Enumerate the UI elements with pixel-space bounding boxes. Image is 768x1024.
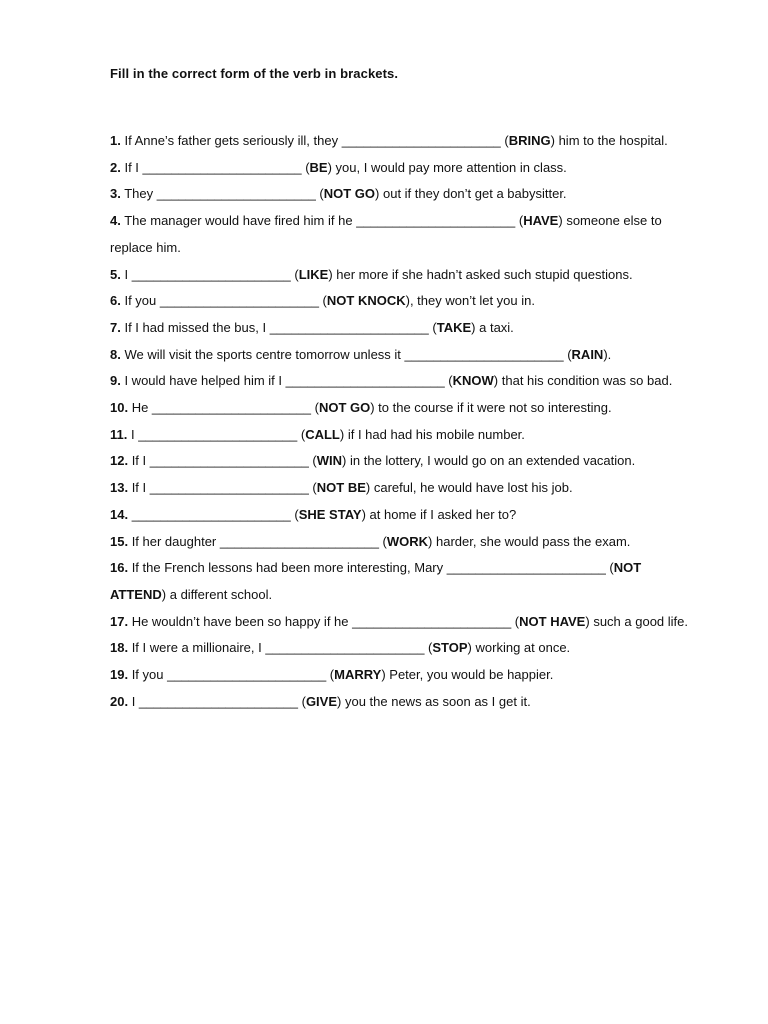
item-text-before: The manager would have fired him if he bbox=[120, 213, 357, 229]
item-number: 15. bbox=[110, 533, 129, 549]
item-number: 6. bbox=[110, 293, 121, 309]
item-text-after: such a good life. bbox=[589, 613, 688, 629]
exercise-item bbox=[110, 502, 700, 529]
verb-prompt: STOP bbox=[432, 640, 468, 656]
item-number: 2. bbox=[110, 159, 121, 175]
answer-blank: ______________________ bbox=[356, 213, 516, 229]
item-number: 1. bbox=[110, 133, 121, 148]
verb-prompt: NOT GO bbox=[318, 400, 371, 416]
item-number: 16. bbox=[110, 560, 129, 576]
item-text-after: working at once. bbox=[471, 640, 571, 656]
verb-prompt: TAKE bbox=[436, 319, 472, 335]
item-text-after: someone else to replace him. bbox=[110, 213, 662, 255]
item-text-after: if I had had his mobile number. bbox=[344, 426, 525, 442]
item-text-before: If you bbox=[128, 667, 168, 683]
item-text-before: I would have helped him if I bbox=[120, 373, 286, 389]
verb-prompt: NOT KNOCK bbox=[326, 293, 406, 309]
answer-blank: ______________________ bbox=[446, 560, 606, 576]
exercise-item bbox=[110, 422, 700, 449]
exercise-item bbox=[110, 395, 700, 422]
item-text-before: If her daughter bbox=[128, 533, 220, 549]
answer-blank: ______________________ bbox=[156, 186, 316, 202]
verb-bracket-open: ( bbox=[310, 400, 319, 416]
answer-blank: ______________________ bbox=[149, 480, 309, 496]
item-text-after: a different school. bbox=[166, 586, 273, 602]
item-number: 4. bbox=[110, 213, 121, 229]
answer-blank: ______________________ bbox=[131, 506, 291, 522]
exercise-item bbox=[110, 689, 700, 716]
item-number: 7. bbox=[110, 319, 121, 335]
answer-blank: ______________________ bbox=[151, 400, 311, 416]
item-number: 17. bbox=[110, 613, 129, 629]
item-text-before: I bbox=[120, 266, 132, 282]
item-number: 8. bbox=[110, 346, 121, 362]
verb-bracket-close: ) bbox=[585, 613, 590, 629]
item-text-after: that his condition was so bad. bbox=[498, 373, 673, 389]
exercise-item bbox=[110, 288, 700, 315]
exercise-item bbox=[110, 128, 700, 155]
exercise-list bbox=[110, 128, 700, 715]
verb-prompt: NOT GO bbox=[323, 186, 376, 202]
item-text-before: If Anne’s father gets seriously ill, they bbox=[120, 133, 342, 148]
verb-bracket-open: ( bbox=[444, 373, 453, 389]
verb-prompt: KNOW bbox=[452, 373, 494, 389]
item-number: 3. bbox=[110, 186, 121, 202]
answer-blank: ______________________ bbox=[341, 133, 501, 148]
answer-blank: ______________________ bbox=[131, 266, 291, 282]
exercise-item bbox=[110, 208, 700, 261]
exercise-item bbox=[110, 342, 700, 369]
verb-bracket-close: ) bbox=[375, 186, 380, 202]
verb-bracket-open: ( bbox=[290, 506, 299, 522]
verb-bracket-open: ( bbox=[308, 453, 317, 469]
item-number: 18. bbox=[110, 640, 129, 656]
item-text-after: in the lottery, I would go on an extended vacation. bbox=[346, 453, 636, 469]
verb-prompt: WORK bbox=[386, 533, 429, 549]
item-text-before: If I had missed the bus, I bbox=[120, 319, 270, 335]
verb-bracket-close: ) bbox=[471, 319, 476, 335]
verb-bracket-close: ) bbox=[405, 293, 410, 309]
item-number: 10. bbox=[110, 400, 129, 416]
verb-bracket-close: ) bbox=[328, 266, 333, 282]
verb-bracket-open: ( bbox=[326, 667, 335, 683]
verb-bracket-close: ) bbox=[365, 480, 371, 496]
item-text-before: If I were a millionaire, I bbox=[128, 640, 266, 656]
verb-bracket-open: ( bbox=[605, 560, 614, 576]
item-text-before: If I bbox=[128, 453, 150, 469]
item-text-after: her more if she hadn’t asked such stupid questions. bbox=[332, 266, 633, 282]
verb-bracket-close: ) bbox=[558, 213, 563, 229]
verb-prompt: HAVE bbox=[523, 213, 559, 229]
item-text-before: I bbox=[128, 693, 139, 709]
verb-bracket-open: ( bbox=[301, 159, 310, 175]
exercise-item bbox=[110, 635, 700, 662]
answer-blank: ______________________ bbox=[404, 346, 564, 362]
item-text-before: If the French lessons had been more interesting, Mary bbox=[128, 560, 447, 576]
item-number: 14. bbox=[110, 506, 129, 522]
answer-blank: ______________________ bbox=[159, 293, 319, 309]
verb-bracket-open: ( bbox=[563, 346, 572, 362]
verb-prompt: CALL bbox=[305, 426, 340, 442]
item-text-before: I bbox=[127, 426, 139, 442]
verb-bracket-open: ( bbox=[308, 480, 317, 496]
verb-bracket-close: ) bbox=[342, 453, 347, 469]
exercise-item bbox=[110, 555, 700, 608]
verb-bracket-close: ) bbox=[370, 400, 375, 416]
answer-blank: ______________________ bbox=[219, 533, 379, 549]
verb-bracket-open: ( bbox=[424, 640, 433, 656]
item-text-before: We will visit the sports centre tomorrow unless it bbox=[120, 346, 405, 362]
verb-bracket-close: ) bbox=[550, 133, 555, 148]
exercise-item bbox=[110, 368, 700, 395]
verb-bracket-open: ( bbox=[315, 186, 324, 202]
verb-bracket-open: ( bbox=[428, 319, 437, 335]
item-text-after: at home if I asked her to? bbox=[365, 506, 517, 522]
verb-prompt: GIVE bbox=[305, 693, 338, 709]
answer-blank: ______________________ bbox=[167, 667, 327, 683]
verb-prompt: NOT HAVE bbox=[519, 613, 586, 629]
verb-bracket-open: ( bbox=[297, 426, 306, 442]
item-text-after: you the news as soon as I get it. bbox=[341, 693, 531, 709]
item-text-after: you, I would pay more attention in class. bbox=[331, 159, 567, 175]
verb-bracket-close: ) bbox=[161, 586, 167, 602]
answer-blank: ______________________ bbox=[138, 426, 298, 442]
verb-bracket-close: ) bbox=[493, 373, 499, 389]
verb-prompt: BE bbox=[309, 159, 328, 175]
item-text-after: a taxi. bbox=[475, 319, 514, 335]
item-number: 11. bbox=[110, 426, 128, 442]
item-text-before: If I bbox=[128, 480, 150, 496]
verb-bracket-close: ) bbox=[381, 667, 386, 683]
exercise-item bbox=[110, 262, 700, 289]
exercise-item bbox=[110, 155, 700, 182]
answer-blank: ______________________ bbox=[138, 693, 298, 709]
item-number: 5. bbox=[110, 266, 121, 282]
item-text-after: . bbox=[607, 346, 612, 362]
verb-bracket-close: ) bbox=[327, 159, 332, 175]
verb-bracket-open: ( bbox=[500, 133, 509, 148]
verb-bracket-open: ( bbox=[297, 693, 306, 709]
exercise-item bbox=[110, 529, 700, 556]
verb-bracket-close: ) bbox=[337, 693, 342, 709]
verb-prompt: RAIN bbox=[571, 346, 604, 362]
item-text-after: harder, she would pass the exam. bbox=[432, 533, 631, 549]
verb-bracket-close: ) bbox=[428, 533, 433, 549]
verb-bracket-close: ) bbox=[339, 426, 345, 442]
item-text-before: If you bbox=[120, 293, 160, 309]
verb-prompt: BRING bbox=[508, 133, 551, 148]
item-text-after: to the course if it were not so interesting. bbox=[374, 400, 612, 416]
item-text-after: him to the hospital. bbox=[554, 133, 668, 148]
item-text-before: They bbox=[120, 186, 157, 202]
exercise-item bbox=[110, 662, 700, 689]
item-number: 12. bbox=[110, 453, 129, 469]
item-text-after: careful, he would have lost his job. bbox=[370, 480, 573, 496]
answer-blank: ______________________ bbox=[142, 159, 302, 175]
item-number: 9. bbox=[110, 373, 121, 389]
verb-bracket-open: ( bbox=[290, 266, 299, 282]
verb-prompt: SHE STAY bbox=[298, 506, 362, 522]
item-text-after: , they won’t let you in. bbox=[409, 293, 535, 309]
verb-prompt: NOT BE bbox=[316, 480, 366, 496]
verb-prompt: WIN bbox=[316, 453, 343, 469]
item-text-after: out if they don’t get a babysitter. bbox=[379, 186, 567, 202]
instructions-heading: Fill in the correct form of the verb in brackets. bbox=[110, 66, 399, 81]
item-number: 19. bbox=[110, 667, 129, 683]
exercise-item bbox=[110, 315, 700, 342]
verb-bracket-open: ( bbox=[378, 533, 387, 549]
verb-bracket-close: ) bbox=[603, 346, 608, 362]
verb-bracket-close: ) bbox=[467, 640, 472, 656]
answer-blank: ______________________ bbox=[269, 319, 429, 335]
verb-prompt: MARRY bbox=[334, 667, 382, 683]
answer-blank: ______________________ bbox=[265, 640, 425, 656]
item-number: 20. bbox=[110, 693, 129, 709]
verb-bracket-close: ) bbox=[361, 506, 366, 522]
item-text-after: Peter, you would be happier. bbox=[385, 667, 554, 683]
exercise-item bbox=[110, 181, 700, 208]
item-number: 13. bbox=[110, 480, 129, 496]
exercise-item bbox=[110, 609, 700, 636]
answer-blank: ______________________ bbox=[149, 453, 309, 469]
verb-bracket-open: ( bbox=[318, 293, 327, 309]
answer-blank: ______________________ bbox=[352, 613, 512, 629]
exercise-item bbox=[110, 475, 700, 502]
item-text-before: He bbox=[128, 400, 152, 416]
item-text-before: If I bbox=[120, 159, 143, 175]
verb-prompt: LIKE bbox=[298, 266, 329, 282]
item-text-before: He wouldn’t have been so happy if he bbox=[128, 613, 353, 629]
verb-bracket-open: ( bbox=[515, 213, 524, 229]
answer-blank: ______________________ bbox=[285, 373, 445, 389]
verb-prompt: NOT ATTEND bbox=[110, 560, 642, 602]
exercise-item bbox=[110, 448, 700, 475]
verb-bracket-open: ( bbox=[511, 613, 520, 629]
